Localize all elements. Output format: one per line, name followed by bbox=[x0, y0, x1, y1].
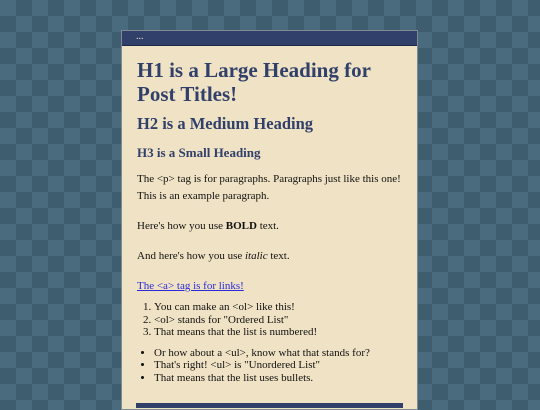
bottom-bar bbox=[136, 403, 403, 408]
ordered-list bbox=[137, 301, 402, 339]
heading-h2: H2 is a Medium Heading bbox=[137, 114, 314, 133]
page-container bbox=[121, 30, 418, 410]
bold-prefix: Here's how you use bbox=[137, 220, 226, 232]
link-wrapper bbox=[137, 278, 402, 294]
unordered-list-item: • That means that the list uses bullets. bbox=[154, 372, 402, 385]
post-title-h1: H1 is a Large Heading for Post Titles! bbox=[137, 58, 371, 106]
example-link[interactable]: The <a> tag is for links! bbox=[137, 280, 244, 292]
ordered-list-item: 2. <ol> stands for "Ordered List" bbox=[154, 314, 402, 327]
ordered-list-item: 1. You can make an <ol> like this! bbox=[154, 301, 402, 314]
unordered-list-item: • Or how about a <ul>, know what that stands for? bbox=[154, 347, 402, 360]
italic-prefix: And here's how you use bbox=[137, 250, 245, 262]
top-bar bbox=[122, 31, 417, 46]
paragraph-italic bbox=[137, 248, 402, 265]
bold-word: BOLD bbox=[225, 220, 257, 232]
paragraph-example: The <p> tag is for paragraphs. Paragraphs just like this one! This is an example paragraph. bbox=[137, 173, 401, 202]
italic-word: italic bbox=[245, 250, 268, 262]
bold-suffix: text. bbox=[256, 220, 279, 232]
italic-suffix: text. bbox=[267, 250, 290, 262]
post-content bbox=[122, 46, 417, 384]
unordered-list bbox=[137, 347, 402, 385]
ordered-list-item: 3. That means that the list is numbered! bbox=[154, 326, 402, 339]
unordered-list-item: • That's right! <ul> is "Unordered List" bbox=[154, 359, 402, 372]
paragraph-bold bbox=[137, 218, 402, 235]
top-bar-text: ... bbox=[136, 31, 144, 42]
heading-h3: H3 is a Small Heading bbox=[137, 145, 261, 160]
